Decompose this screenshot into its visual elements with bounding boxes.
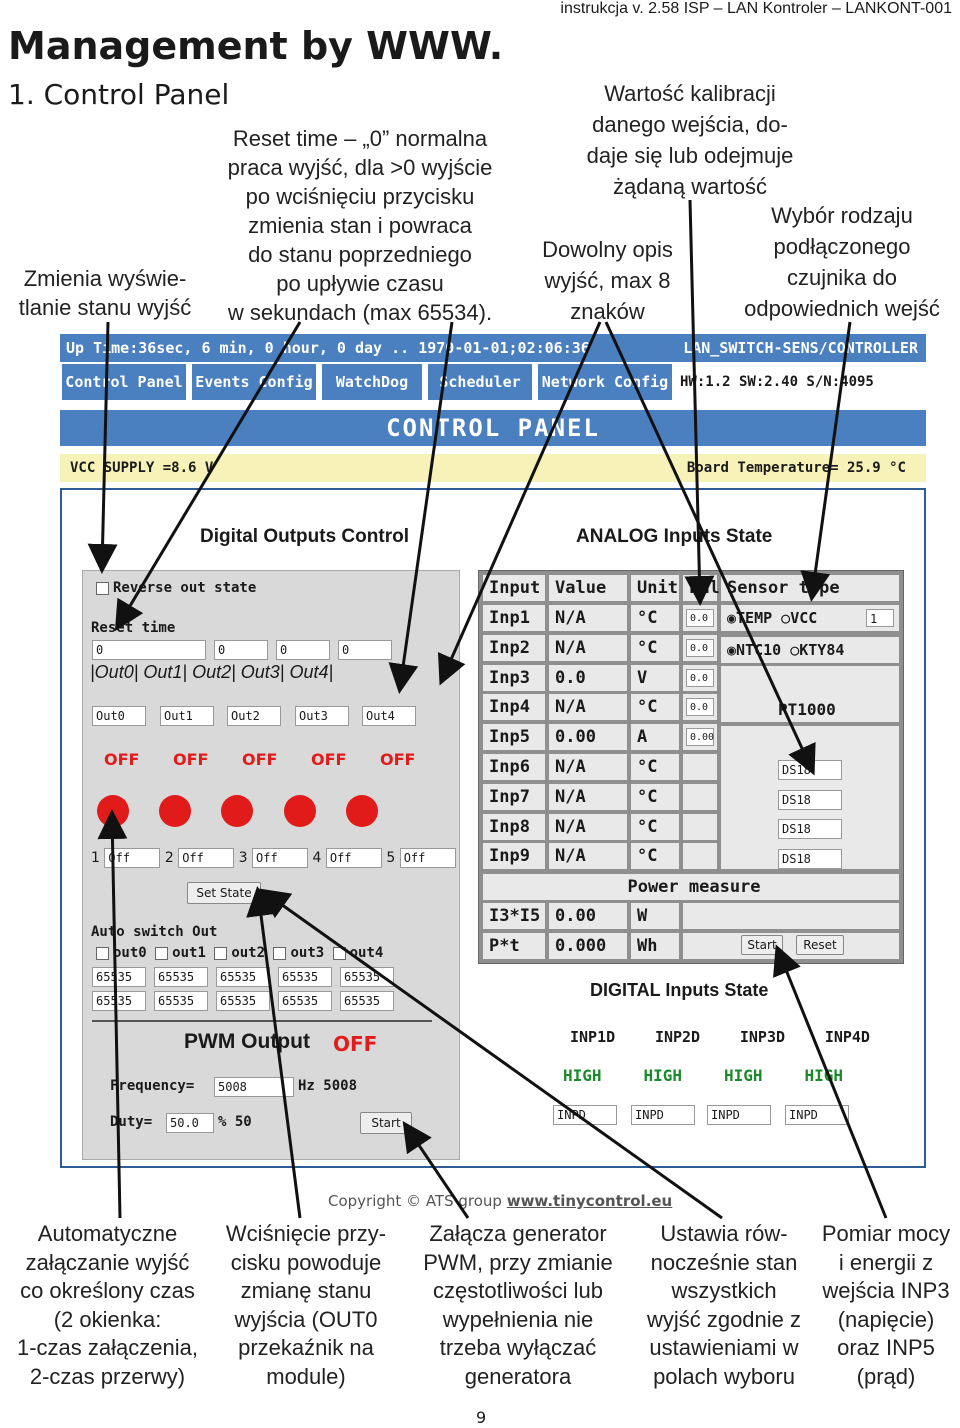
auto-checkbox[interactable] [333, 947, 346, 960]
auto-checkbox[interactable] [214, 947, 227, 960]
out-led-button[interactable] [159, 795, 191, 827]
col-unit: Unit [631, 575, 679, 601]
power-label: I3*I5 [483, 903, 545, 929]
analog-inputs-title: ANALOG Inputs State [576, 526, 773, 547]
row-value: N/A [549, 784, 627, 810]
row-unit: A [631, 724, 679, 750]
reset-time-input[interactable]: 0 [276, 640, 330, 660]
sensor-select-2[interactable]: ◉NTC10 ○KTY84 [721, 637, 899, 663]
board-temperature: Board Temperature= 25.9 °C [686, 460, 906, 476]
out-name-input[interactable]: Out3 [295, 706, 349, 726]
out-name-input[interactable]: Out1 [160, 706, 214, 726]
row-input: Inp5 [483, 724, 545, 750]
row-input: Inp3 [483, 665, 545, 691]
auto-switch-label: Auto switch Out [91, 924, 218, 940]
auto-checkbox[interactable] [273, 947, 286, 960]
col-value: Value [549, 575, 627, 601]
energy-reset-button[interactable]: Reset [796, 935, 844, 955]
reset-time-input[interactable]: 0 [92, 640, 206, 660]
note-pwm: Załącza generator PWM, przy zmianie częstotliwości lub wypełnienia nie trzeba wyłączać generatora [423, 1221, 613, 1389]
ds18-select[interactable]: DS18 [778, 760, 842, 780]
row-input: Inp2 [483, 635, 545, 661]
divider [92, 1020, 432, 1022]
row-kal-cell [683, 754, 717, 780]
digital-input-name[interactable]: INPD [553, 1105, 617, 1125]
row-unit: V [631, 665, 679, 691]
page-title: Management by WWW. [8, 24, 504, 68]
digital-input-name[interactable]: INPD [631, 1105, 695, 1125]
reverse-checkbox[interactable] [96, 582, 109, 595]
energy-value: 0.000 [549, 933, 627, 959]
duty-input[interactable]: 50.0 [166, 1113, 214, 1133]
hw-info: HW:1.2 SW:2.40 S/N:4095 [680, 374, 874, 390]
kal-input[interactable]: 0.0 [686, 669, 714, 687]
reset-time-input[interactable]: 0 [338, 640, 392, 660]
out-select[interactable]: Off [178, 848, 234, 868]
auto-off-time[interactable]: 65535 [154, 991, 208, 1011]
vcc-bar [60, 454, 926, 482]
out-name-input[interactable]: Out2 [227, 706, 281, 726]
frequency-unit: Hz 5008 [298, 1078, 358, 1094]
row-value: 0.00 [549, 724, 627, 750]
note-opis: Dowolny opis wyjść, max 8 znaków [542, 237, 673, 324]
out-name-input[interactable]: Out0 [92, 706, 146, 726]
nav-events-config[interactable]: Events Config [192, 364, 316, 400]
section-title: 1. Control Panel [8, 78, 230, 111]
copyright-link[interactable]: www.tinycontrol.eu [506, 1192, 673, 1210]
out-state: OFF [173, 750, 209, 769]
row-input: Inp9 [483, 843, 545, 869]
digital-inputs-title: DIGITAL Inputs State [590, 980, 769, 1000]
power-blank [683, 903, 899, 929]
out-select[interactable]: Off [400, 848, 456, 868]
row-unit: °C [631, 843, 679, 869]
nav-network-config[interactable]: Network Config [538, 364, 672, 400]
row-value: N/A [549, 814, 627, 840]
out-state: OFF [380, 750, 416, 769]
ds18-select[interactable]: DS18 [778, 790, 842, 810]
out-selects: 1 Off 2 Off 3 Off 4 Off 5 Off [91, 848, 456, 868]
row-kal-cell [683, 784, 717, 810]
nav-control-panel[interactable]: Control Panel [62, 364, 186, 400]
copyright: Copyright © ATS group www.tinycontrol.eu [328, 1192, 673, 1210]
uptime-text: Up Time:36sec, 6 min, 0 hour, 0 day .. 1970-01-01;02:06:36 [66, 339, 590, 357]
energy-label: P*t [483, 933, 545, 959]
sensor-pt1000: PT1000 [778, 700, 836, 719]
energy-blank [683, 933, 899, 959]
out-led-button[interactable] [221, 795, 253, 827]
frequency-label: Frequency= [110, 1078, 195, 1094]
frequency-input[interactable]: 5008 [214, 1077, 294, 1097]
note-zmienia: Zmienia wyświe- tlanie stanu wyjść [18, 266, 192, 320]
power-value: 0.00 [549, 903, 627, 929]
digital-input-states: HIGH HIGH HIGH HIGH [563, 1066, 843, 1085]
digital-input-name[interactable]: INPD [785, 1105, 849, 1125]
out-led-button[interactable] [97, 795, 129, 827]
auto-on-time[interactable]: 65535 [92, 967, 146, 987]
note-wybor: Wybór rodzaju podłączonego czujnika do odpowiednich wejść [744, 203, 940, 321]
auto-off-time[interactable]: 65535 [216, 991, 270, 1011]
out-header: |Out0| Out1| Out2| Out3| Out4| [90, 662, 334, 682]
row-value: N/A [549, 843, 627, 869]
out-state: OFF [311, 750, 347, 769]
nav-watchdog[interactable]: WatchDog [322, 364, 422, 400]
auto-on-time[interactable]: 65535 [216, 967, 270, 987]
doc-header: instrukcja v. 2.58 ISP – LAN Kontroler – LANKONT-001 [560, 0, 952, 17]
page-number: 9 [476, 1408, 487, 1427]
row-input: Inp8 [483, 814, 545, 840]
row-input: Inp4 [483, 694, 545, 720]
out-led-button[interactable] [346, 795, 378, 827]
device-name: LAN_SWITCH-SENS/CONTROLLER [683, 339, 918, 357]
reset-time-input[interactable]: 0 [214, 640, 268, 660]
row-unit: °C [631, 694, 679, 720]
vcc-supply: VCC SUPPLY =8.6 V [70, 460, 214, 476]
out-state: OFF [104, 750, 140, 769]
out-select[interactable]: Off [104, 848, 160, 868]
row-input: Inp1 [483, 605, 545, 631]
pwm-title: PWM Output [184, 1030, 310, 1053]
duty-label: Duty= [110, 1114, 153, 1130]
row-input: Inp7 [483, 784, 545, 810]
auto-outs: out0 out1 out2 out3 out4 [96, 945, 383, 961]
kal-input[interactable]: 0.0 [686, 698, 714, 716]
note-reset-time: Reset time – „0” normalna praca wyjść, dla >0 wyjście po wciśnięciu przycisku zmienia stan i powraca do stanu poprzedniego po upływie czasu w sekundach (max 65534). [227, 126, 493, 325]
row-input: Inp6 [483, 754, 545, 780]
pwm-state: OFF [333, 1032, 378, 1056]
row-unit: °C [631, 784, 679, 810]
auto-on-time[interactable]: 65535 [278, 967, 332, 987]
sensor-vcc-input[interactable]: 1 [866, 609, 894, 627]
digital-input-names: INP1D INP2D INP3D INP4D [570, 1028, 870, 1046]
kal-input[interactable]: 0.0 [686, 639, 714, 657]
out-select[interactable]: Off [326, 848, 382, 868]
out-name-input[interactable]: Out4 [362, 706, 416, 726]
control-panel-title: CONTROL PANEL [60, 410, 926, 446]
auto-on-time[interactable]: 65535 [340, 967, 394, 987]
row-unit: °C [631, 814, 679, 840]
kal-input[interactable]: 0.00 [686, 728, 714, 746]
row-value: N/A [549, 635, 627, 661]
row-unit: °C [631, 754, 679, 780]
note-press: Wciśnięcie przy- cisku powoduje zmianę stanu wyjścia (OUT0 przekaźnik na module) [225, 1221, 387, 1389]
col-kal: kal [683, 575, 717, 601]
reverse-out-state[interactable]: Reverse out state [96, 580, 256, 596]
ds18-select[interactable]: DS18 [778, 849, 842, 869]
uptime-bar [60, 334, 926, 362]
out-select[interactable]: Off [252, 848, 308, 868]
row-value: 0.0 [549, 665, 627, 691]
out-state: OFF [242, 750, 278, 769]
auto-off-time[interactable]: 65535 [92, 991, 146, 1011]
auto-checkbox[interactable] [96, 947, 109, 960]
col-input: Input [483, 575, 545, 601]
auto-checkbox[interactable] [155, 947, 168, 960]
note-power: Pomiar mocy i energii z wejścia INP3 (napięcie) oraz INP5 (prąd) [821, 1221, 951, 1389]
note-auto: Automatyczne załączanie wyjść co określony czas (2 okienka: 1-czas załączenia, 2-czas przerwy) [17, 1221, 198, 1389]
row-kal-cell [683, 843, 717, 869]
pwm-start-button[interactable]: Start [360, 1112, 412, 1134]
note-kalibracja: Wartość kalibracji danego wejścia, do- daje się lub odejmuje żądaną wartość [586, 81, 794, 199]
digital-outputs-title: Digital Outputs Control [200, 526, 409, 547]
note-set-state: Ustawia rów- nocześnie stan wszystkich wyjść zgodnie z ustawieniami w polach wyboru [646, 1221, 802, 1389]
auto-off-time[interactable]: 65535 [340, 991, 394, 1011]
row-value: N/A [549, 694, 627, 720]
duty-unit: % 50 [218, 1114, 252, 1130]
ds18-select[interactable]: DS18 [778, 819, 842, 839]
digital-input-name[interactable]: INPD [707, 1105, 771, 1125]
out-led-button[interactable] [284, 795, 316, 827]
energy-unit: Wh [631, 933, 679, 959]
row-kal-cell [683, 814, 717, 840]
auto-on-time[interactable]: 65535 [154, 967, 208, 987]
kal-input[interactable]: 0.0 [686, 609, 714, 627]
row-unit: °C [631, 605, 679, 631]
row-value: N/A [549, 754, 627, 780]
nav-scheduler[interactable]: Scheduler [428, 364, 532, 400]
power-measure-title: Power measure [483, 874, 899, 900]
row-unit: °C [631, 635, 679, 661]
auto-off-time[interactable]: 65535 [278, 991, 332, 1011]
energy-start-button[interactable]: Start [741, 935, 783, 955]
power-unit: W [631, 903, 679, 929]
col-sensor-type: Sensor type [721, 575, 899, 601]
set-state-button[interactable]: Set State [187, 882, 261, 904]
row-value: N/A [549, 605, 627, 631]
sensor-select-1[interactable]: ◉TEMP ○VCC [721, 605, 899, 631]
reset-time-label: Reset time [91, 620, 176, 636]
